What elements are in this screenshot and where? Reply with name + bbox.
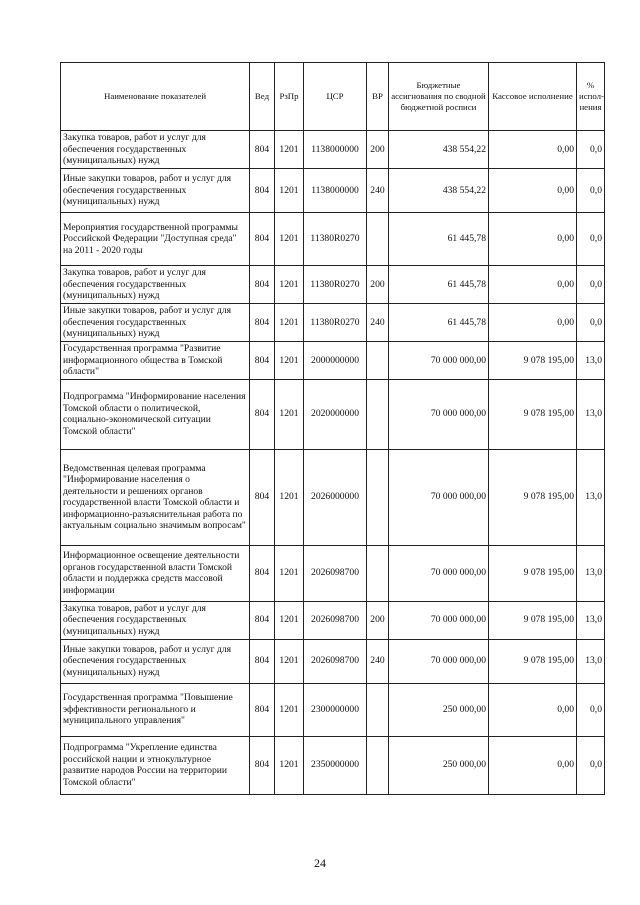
- row-name: Ведомственная целевая программа "Информирование населения о деятельности и решениях органов государственной власти Томской области и информационно-разъяснительная работа по актуальным социально значимым вопросам": [61, 449, 250, 545]
- row-percent: 13,0: [577, 545, 605, 601]
- row-csr: 2026098700: [304, 601, 367, 639]
- row-vr: 240: [367, 304, 389, 342]
- row-cash: 0,00: [489, 683, 577, 736]
- row-name: Подпрограмма "Укрепление единства российской нации и этнокультурное развитие народов России на территории Томской области": [61, 736, 250, 794]
- row-budget: 70 000 000,00: [389, 342, 489, 380]
- table-row: [61, 131, 605, 169]
- row-name: Иные закупки товаров, работ и услуг для обеспечения государственных (муниципальных) нужд: [61, 169, 250, 213]
- row-ved: 804: [250, 266, 275, 304]
- row-rzpr: 1201: [275, 131, 304, 169]
- table-row: [61, 736, 605, 794]
- row-name: Иные закупки товаров, работ и услуг для обеспечения государственных (муниципальных) нужд: [61, 304, 250, 342]
- row-ved: 804: [250, 449, 275, 545]
- row-vr: [367, 379, 389, 449]
- row-vr: 240: [367, 169, 389, 213]
- row-budget: 438 554,22: [389, 131, 489, 169]
- row-budget: 250 000,00: [389, 736, 489, 794]
- table-header-row: [61, 63, 605, 131]
- row-csr: 11380R0270: [304, 266, 367, 304]
- row-cash: 0,00: [489, 131, 577, 169]
- table-row: [61, 342, 605, 380]
- row-percent: 0,0: [577, 683, 605, 736]
- row-csr: 2000000000: [304, 342, 367, 380]
- row-csr: 1138000000: [304, 131, 367, 169]
- row-csr: 1138000000: [304, 169, 367, 213]
- row-rzpr: 1201: [275, 266, 304, 304]
- row-cash: 0,00: [489, 266, 577, 304]
- row-rzpr: 1201: [275, 449, 304, 545]
- row-ved: 804: [250, 683, 275, 736]
- row-ved: 804: [250, 304, 275, 342]
- row-vr: 200: [367, 131, 389, 169]
- row-ved: 804: [250, 131, 275, 169]
- row-csr: 11380R0270: [304, 304, 367, 342]
- row-csr: 2020000000: [304, 379, 367, 449]
- table-row: [61, 601, 605, 639]
- row-budget: 70 000 000,00: [389, 545, 489, 601]
- row-percent: 0,0: [577, 131, 605, 169]
- row-rzpr: 1201: [275, 342, 304, 380]
- row-rzpr: 1201: [275, 379, 304, 449]
- row-csr: 2026098700: [304, 545, 367, 601]
- header-csr: ЦСР: [304, 63, 367, 131]
- row-vr: [367, 683, 389, 736]
- row-percent: 13,0: [577, 449, 605, 545]
- row-rzpr: 1201: [275, 736, 304, 794]
- row-csr: 11380R0270: [304, 213, 367, 266]
- row-name: Закупка товаров, работ и услуг для обеспечения государственных (муниципальных) нужд: [61, 131, 250, 169]
- row-name: Закупка товаров, работ и услуг для обеспечения государственных (муниципальных) нужд: [61, 266, 250, 304]
- row-ved: 804: [250, 736, 275, 794]
- row-name: Мероприятия государственной программы Российской Федерации "Доступная среда" на 2011 - 2020 годы: [61, 213, 250, 266]
- table-row: [61, 545, 605, 601]
- row-vr: 200: [367, 601, 389, 639]
- table-row: [61, 379, 605, 449]
- header-percent: % испол-нения: [577, 63, 605, 131]
- row-csr: 2026098700: [304, 639, 367, 683]
- row-percent: 13,0: [577, 379, 605, 449]
- row-budget: 250 000,00: [389, 683, 489, 736]
- row-cash: 9 078 195,00: [489, 449, 577, 545]
- header-rzpr: РзПр: [275, 63, 304, 131]
- row-budget: 70 000 000,00: [389, 639, 489, 683]
- row-percent: 0,0: [577, 169, 605, 213]
- row-cash: 0,00: [489, 304, 577, 342]
- row-cash: 9 078 195,00: [489, 545, 577, 601]
- row-cash: 0,00: [489, 213, 577, 266]
- row-name: Информационное освещение деятельности органов государственной власти Томской области и поддержка средств массовой информации: [61, 545, 250, 601]
- row-ved: 804: [250, 379, 275, 449]
- row-cash: 9 078 195,00: [489, 601, 577, 639]
- row-rzpr: 1201: [275, 639, 304, 683]
- row-vr: [367, 213, 389, 266]
- table-row: [61, 266, 605, 304]
- row-percent: 0,0: [577, 736, 605, 794]
- row-vr: [367, 342, 389, 380]
- row-ved: 804: [250, 342, 275, 380]
- row-csr: 2350000000: [304, 736, 367, 794]
- table-body: [61, 131, 605, 795]
- row-cash: 9 078 195,00: [489, 379, 577, 449]
- row-percent: 0,0: [577, 266, 605, 304]
- row-cash: 0,00: [489, 169, 577, 213]
- header-ved: Вед: [250, 63, 275, 131]
- row-name: Закупка товаров, работ и услуг для обеспечения государственных (муниципальных) нужд: [61, 601, 250, 639]
- header-name: Наименование показателей: [61, 63, 250, 131]
- row-name: Подпрограмма "Информирование населения Томской области о политической, социально-экономической ситуации Томской области": [61, 379, 250, 449]
- row-cash: 9 078 195,00: [489, 342, 577, 380]
- row-name: Государственная программа "Развитие информационного общества в Томской области": [61, 342, 250, 380]
- row-cash: 9 078 195,00: [489, 639, 577, 683]
- row-csr: 2300000000: [304, 683, 367, 736]
- row-ved: 804: [250, 601, 275, 639]
- row-budget: 438 554,22: [389, 169, 489, 213]
- header-cash: Кассовое исполнение: [489, 63, 577, 131]
- row-percent: 13,0: [577, 601, 605, 639]
- row-vr: [367, 449, 389, 545]
- row-budget: 70 000 000,00: [389, 601, 489, 639]
- row-ved: 804: [250, 169, 275, 213]
- row-vr: [367, 736, 389, 794]
- row-ved: 804: [250, 639, 275, 683]
- row-percent: 13,0: [577, 639, 605, 683]
- row-percent: 0,0: [577, 304, 605, 342]
- row-vr: 200: [367, 266, 389, 304]
- row-budget: 70 000 000,00: [389, 449, 489, 545]
- row-csr: 2026000000: [304, 449, 367, 545]
- header-budget: Бюджетные ассигнования по сводной бюджетной росписи: [389, 63, 489, 131]
- row-budget: 61 445,78: [389, 213, 489, 266]
- table-row: [61, 169, 605, 213]
- table-row: [61, 639, 605, 683]
- row-vr: 240: [367, 639, 389, 683]
- row-rzpr: 1201: [275, 601, 304, 639]
- row-ved: 804: [250, 545, 275, 601]
- row-budget: 70 000 000,00: [389, 379, 489, 449]
- row-budget: 61 445,78: [389, 304, 489, 342]
- row-rzpr: 1201: [275, 683, 304, 736]
- row-rzpr: 1201: [275, 304, 304, 342]
- row-budget: 61 445,78: [389, 266, 489, 304]
- table-row: [61, 683, 605, 736]
- row-percent: 0,0: [577, 213, 605, 266]
- row-vr: [367, 545, 389, 601]
- page-number: 24: [314, 856, 326, 870]
- budget-execution-table: [60, 62, 605, 795]
- row-percent: 13,0: [577, 342, 605, 380]
- row-rzpr: 1201: [275, 545, 304, 601]
- row-name: Государственная программа "Повышение эффективности регионального и муниципального управления": [61, 683, 250, 736]
- header-vr: ВР: [367, 63, 389, 131]
- row-rzpr: 1201: [275, 213, 304, 266]
- row-name: Иные закупки товаров, работ и услуг для обеспечения государственных (муниципальных) нужд: [61, 639, 250, 683]
- row-cash: 0,00: [489, 736, 577, 794]
- table-row: [61, 449, 605, 545]
- row-rzpr: 1201: [275, 169, 304, 213]
- row-ved: 804: [250, 213, 275, 266]
- table-row: [61, 304, 605, 342]
- table-row: [61, 213, 605, 266]
